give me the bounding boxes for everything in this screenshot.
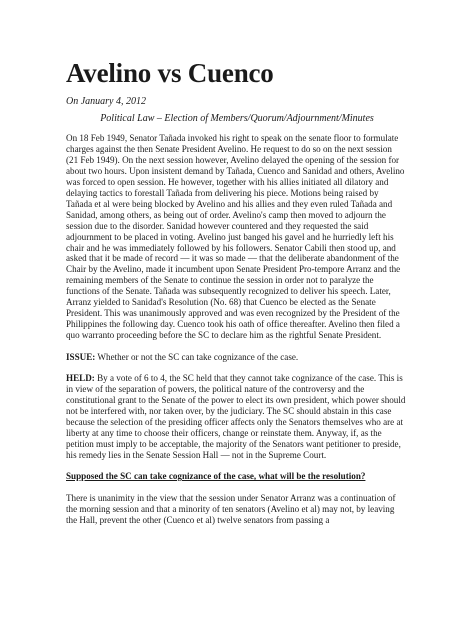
held-paragraph bbox=[66, 373, 406, 461]
issue-label: ISSUE: bbox=[66, 351, 96, 362]
post-date: On January 4, 2012 bbox=[66, 96, 146, 107]
case-category: Political Law – Election of Members/Quorum/Adjournment/Minutes bbox=[100, 113, 374, 124]
issue-text: Whether or not the SC can take cognizance of the case. bbox=[95, 351, 299, 362]
document-body bbox=[66, 133, 406, 536]
issue-paragraph bbox=[66, 352, 406, 363]
question-heading: Supposed the SC can take cognizance of the case, what will be the resolution? bbox=[66, 471, 366, 482]
resolution-paragraph: There is unanimity in the view that the session under Senator Arranz was a continuation of the morning session and that a minority of ten senators (Avelino et al) may not, by leaving the Hall, prevent the other (Cuenco et al) twelve senators from passing a bbox=[66, 492, 396, 525]
document-title: Avelino vs Cuenco bbox=[66, 58, 274, 88]
held-text: By a vote of 6 to 4, the SC held that they cannot take cognizance of the case. This is in view of the separation of powers, the political nature of the controversy and the constitutional grant to the Senate of the power to elect its own president, which power should not be interfered with, nor taken over, by the judiciary. The SC should abstain in this case because the selection of the presiding officer affects only the Senators themselves who are at liberty at any time to choose their officers, change or reinstate them. Anyway, if, as the petition must imply to be acceptable, the majority of the Senators want petitioner to preside, his remedy lies in the Senate Session Hall — not in the Supreme Court. bbox=[66, 373, 406, 460]
facts-paragraph: On 18 Feb 1949, Senator Tañada invoked his right to speak on the senate floor to formulate charges against the then Senate President Avelino. He request to do so on the next session (21 Feb 1949). On the next session however, Avelino delayed the opening of the session for about two hours. Upon insistent demand by Tañada, Cuenco and Sanidad and others, Avelino was forced to open session. He however, together with his allies initiated all dilatory and delaying tactics to forestall Tañada from delivering his piece. Motions being raised by Tañada et al were being blocked by Avelino and his allies and they even ruled Tañada and Sanidad, among others, as being out of order. Avelino's camp then moved to adjourn the session due to the disorder. Sanidad however countered and they requested the said adjournment to be placed in voting. Avelino just banged his gavel and he hurriedly left his chair and he was immediately followed by his followers. Senator Cabili then stood up, and asked that it be made of record — it was so made — that the deliberate abandonment of the Chair by the Avelino, made it incumbent upon Senate President Pro-tempore Arranz and the remaining members of the Senate to continue the session in order not to paralyze the functions of the Senate. Tañada was subsequently recognized to deliver his speech. Later, Arranz yielded to Sanidad's Resolution (No. 68) that Cuenco be elected as the Senate President. This was unanimously approved and was even recognized by the President of the Philippines the following day. Cuenco took his oath of office thereafter. Avelino then filed a quo warranto proceeding before the SC to declare him as the rightful Senate President. bbox=[66, 133, 405, 341]
held-label: HELD: bbox=[66, 373, 95, 384]
